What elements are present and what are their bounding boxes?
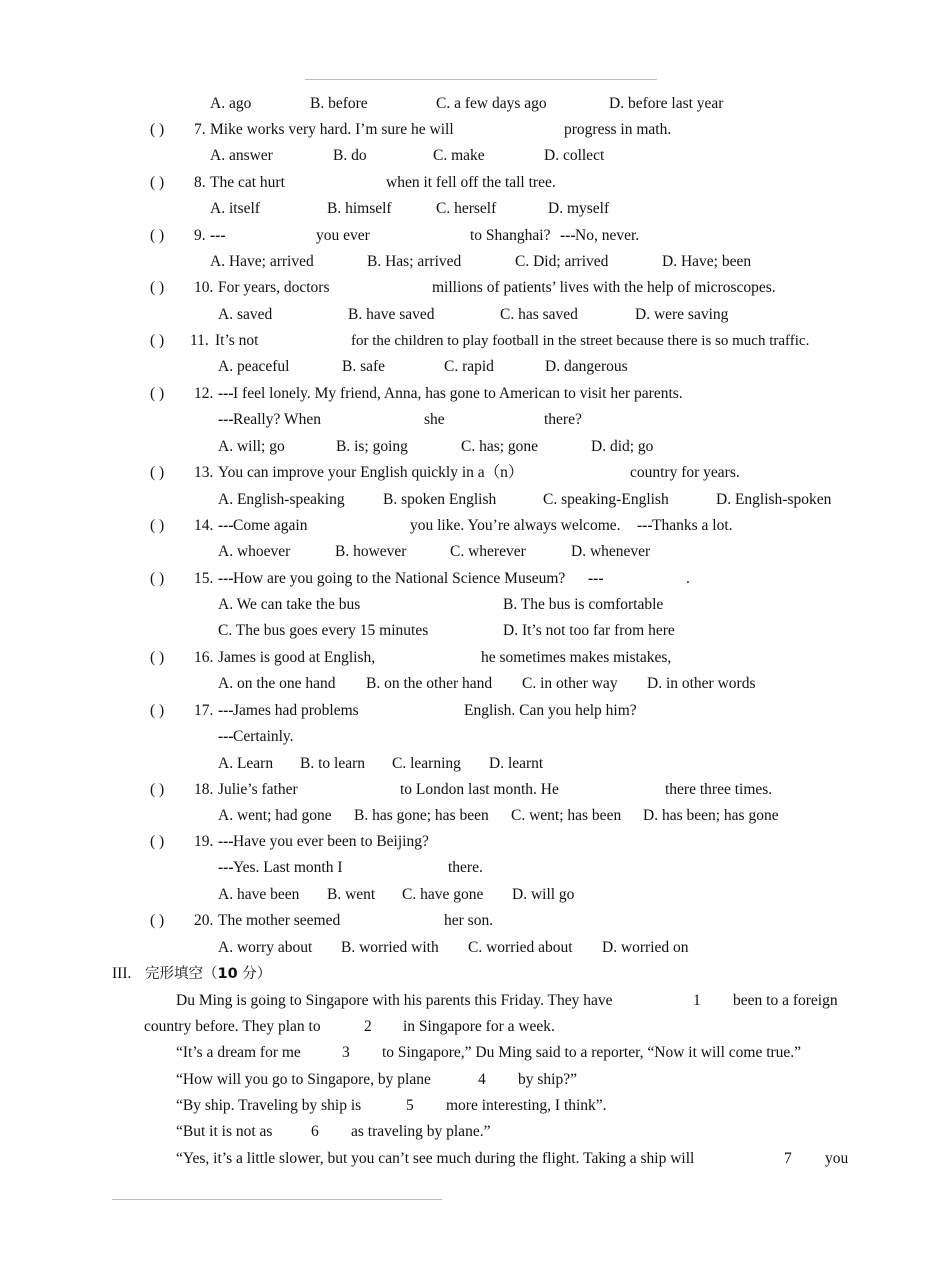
dialogue-dash: --- <box>588 570 604 587</box>
question-text: her son. <box>444 912 494 929</box>
section-title <box>145 964 271 984</box>
option-d: D. in other words <box>647 675 756 692</box>
option-c: C. has; gone <box>461 438 539 455</box>
question-text: It’s not <box>215 332 259 349</box>
section-number: III. <box>112 965 132 982</box>
option-b: B. safe <box>342 358 386 375</box>
question-text: No, never. <box>575 227 640 244</box>
cloze-text: country before. They plan to <box>144 1018 321 1035</box>
cloze-text: “It’s a dream for me <box>176 1044 301 1061</box>
dialogue-dash: --- <box>210 227 226 244</box>
question-number: 18. <box>194 781 214 798</box>
answer-paren[interactable]: ( ) <box>150 464 165 481</box>
option-b: B. Has; arrived <box>367 253 462 270</box>
question-number: 11. <box>190 332 209 349</box>
option-d: D. English-spoken <box>716 491 832 508</box>
option-a: A. Learn <box>218 755 274 772</box>
question-text: How are you going to the National Science Museum? <box>233 570 566 587</box>
cloze-text: more interesting, I think”. <box>446 1097 607 1114</box>
question-text: The cat hurt <box>210 174 285 191</box>
question-number: 14. <box>194 517 214 534</box>
cloze-text: “But it is not as <box>176 1123 273 1140</box>
option-d: D. before last year <box>609 95 724 112</box>
option-c: C. worried about <box>468 939 573 956</box>
option-c: C. The bus goes every 15 minutes <box>218 622 429 639</box>
question-text: . <box>686 570 690 587</box>
question-text: Come again <box>233 517 308 534</box>
question-text: James is good at English, <box>218 649 376 666</box>
question-text: country for years. <box>630 464 740 481</box>
question-text: to Shanghai? <box>470 227 551 244</box>
dialogue-dash: --- <box>637 517 653 534</box>
question-text: English. Can you help him? <box>464 702 637 719</box>
cloze-blank-4: 4 <box>478 1071 486 1088</box>
cloze-text: been to a foreign <box>733 992 838 1009</box>
option-a: A. will; go <box>218 438 285 455</box>
header-rule <box>305 79 657 80</box>
question-text: there? <box>544 411 582 428</box>
dialogue-dash: --- <box>218 702 234 719</box>
option-c: C. Did; arrived <box>515 253 609 270</box>
answer-paren[interactable]: ( ) <box>150 702 165 719</box>
option-c: C. a few days ago <box>436 95 547 112</box>
footer-rule <box>112 1199 442 1200</box>
answer-paren[interactable]: ( ) <box>150 174 165 191</box>
question-number: 8. <box>194 174 206 191</box>
answer-paren[interactable]: ( ) <box>150 833 165 850</box>
dialogue-dash: --- <box>218 517 234 534</box>
question-number: 10. <box>194 279 214 296</box>
option-a: A. answer <box>210 147 273 164</box>
option-d: D. learnt <box>489 755 544 772</box>
cloze-blank-7: 7 <box>784 1150 792 1167</box>
dialogue-dash: --- <box>218 859 234 876</box>
question-text: he sometimes makes mistakes, <box>481 649 672 666</box>
option-b: B. before <box>310 95 368 112</box>
option-b: B. to learn <box>300 755 365 772</box>
question-text: when it fell off the tall tree. <box>386 174 556 191</box>
question-text: Certainly. <box>233 728 294 745</box>
option-b: B. went <box>327 886 376 903</box>
question-text: to London last month. He <box>400 781 559 798</box>
question-text: Have you ever been to Beijing? <box>233 833 429 850</box>
option-c: C. herself <box>436 200 497 217</box>
dialogue-dash: --- <box>218 728 234 745</box>
cloze-text: by ship?” <box>518 1071 577 1088</box>
cloze-text: you <box>825 1150 849 1167</box>
question-number: 20. <box>194 912 214 929</box>
option-b: B. The bus is comfortable <box>503 596 664 613</box>
question-text: progress in math. <box>564 121 672 138</box>
cloze-blank-1: 1 <box>693 992 701 1009</box>
answer-paren[interactable]: ( ) <box>150 649 165 666</box>
question-number: 16. <box>194 649 214 666</box>
option-b: B. have saved <box>348 306 435 323</box>
section-score: 10 <box>217 966 238 982</box>
dialogue-dash: --- <box>218 385 234 402</box>
cloze-blank-6: 6 <box>311 1123 319 1140</box>
answer-paren[interactable]: ( ) <box>150 121 165 138</box>
option-b: B. is; going <box>336 438 408 455</box>
option-c: C. has saved <box>500 306 578 323</box>
option-b: B. however <box>335 543 407 560</box>
cloze-text: “How will you go to Singapore, by plane <box>176 1071 431 1088</box>
option-b: B. spoken English <box>383 491 497 508</box>
question-text: millions of patients’ lives with the help of microscopes. <box>432 279 776 296</box>
option-a: A. We can take the bus <box>218 596 361 613</box>
question-text: there. <box>448 859 483 876</box>
option-a: A. saved <box>218 306 273 323</box>
option-a: A. whoever <box>218 543 291 560</box>
option-c: C. have gone <box>402 886 484 903</box>
answer-paren[interactable]: ( ) <box>150 279 165 296</box>
option-c: C. learning <box>392 755 461 772</box>
question-text: Really? When <box>233 411 321 428</box>
dialogue-dash: --- <box>560 227 576 244</box>
question-text: for the children to play football in the street because there is so much traffic. <box>351 333 810 349</box>
option-a: A. ago <box>210 95 252 112</box>
answer-paren[interactable]: ( ) <box>150 385 165 402</box>
answer-paren[interactable]: ( ) <box>150 570 165 587</box>
question-text: For years, doctors <box>218 279 330 296</box>
question-number: 17. <box>194 702 214 719</box>
cloze-text: as traveling by plane.” <box>351 1123 491 1140</box>
option-a: A. on the one hand <box>218 675 336 692</box>
dialogue-dash: --- <box>218 833 234 850</box>
question-text: You can improve your English quickly in a（n） <box>218 464 524 481</box>
question-text: James had problems <box>233 702 359 719</box>
answer-paren[interactable]: ( ) <box>150 332 165 349</box>
question-text: The mother seemed <box>218 912 341 929</box>
cloze-text: Du Ming is going to Singapore with his parents this Friday. They have <box>176 992 613 1009</box>
cloze-text: “Yes, it’s a little slower, but you can’t see much during the flight. Taking a ship will <box>176 1150 695 1167</box>
question-text: Mike works very hard. I’m sure he will <box>210 121 454 138</box>
cloze-blank-5: 5 <box>406 1097 414 1114</box>
question-text: you ever <box>316 227 370 244</box>
question-text: there three times. <box>665 781 773 798</box>
option-d: D. collect <box>544 147 605 164</box>
question-text: I feel lonely. My friend, Anna, has gone to American to visit her parents. <box>233 385 683 402</box>
answer-paren[interactable]: ( ) <box>150 781 165 798</box>
option-c: C. went; has been <box>511 807 622 824</box>
question-number: 15. <box>194 570 214 587</box>
option-d: D. did; go <box>591 438 654 455</box>
option-d: D. It’s not too far from here <box>503 622 675 639</box>
option-a: A. have been <box>218 886 300 903</box>
question-text: she <box>424 411 445 428</box>
option-a: A. English-speaking <box>218 491 345 508</box>
option-b: B. himself <box>327 200 392 217</box>
section-title-b: 分） <box>237 966 272 982</box>
option-d: D. Have; been <box>662 253 752 270</box>
option-a: A. went; had gone <box>218 807 332 824</box>
option-a: A. worry about <box>218 939 313 956</box>
option-a: A. itself <box>210 200 260 217</box>
dialogue-dash: --- <box>218 570 234 587</box>
cloze-text: “By ship. Traveling by ship is <box>176 1097 362 1114</box>
option-b: B. worried with <box>341 939 439 956</box>
cloze-blank-2: 2 <box>364 1018 372 1035</box>
question-number: 9. <box>194 227 206 244</box>
option-d: D. dangerous <box>545 358 628 375</box>
option-c: C. rapid <box>444 358 494 375</box>
option-c: C. wherever <box>450 543 526 560</box>
option-a: A. peaceful <box>218 358 290 375</box>
question-number: 12. <box>194 385 214 402</box>
answer-paren[interactable]: ( ) <box>150 227 165 244</box>
option-b: B. do <box>333 147 367 164</box>
option-c: C. speaking-English <box>543 491 669 508</box>
option-c: C. in other way <box>522 675 618 692</box>
question-text: you like. You’re always welcome. <box>410 517 621 534</box>
section-title-a: 完形填空（ <box>145 966 218 982</box>
answer-paren[interactable]: ( ) <box>150 912 165 929</box>
cloze-text: to Singapore,” Du Ming said to a reporter, “Now it will come true.” <box>382 1044 802 1061</box>
option-a: A. Have; arrived <box>210 253 314 270</box>
cloze-blank-3: 3 <box>342 1044 350 1061</box>
question-number: 13. <box>194 464 214 481</box>
question-text: Thanks a lot. <box>652 517 733 534</box>
dialogue-dash: --- <box>218 411 234 428</box>
option-d: D. myself <box>548 200 610 217</box>
option-d: D. worried on <box>602 939 689 956</box>
question-text: Julie’s father <box>218 781 298 798</box>
cloze-text: in Singapore for a week. <box>403 1018 555 1035</box>
option-d: D. whenever <box>571 543 651 560</box>
option-c: C. make <box>433 147 485 164</box>
question-number: 19. <box>194 833 214 850</box>
option-b: B. has gone; has been <box>354 807 489 824</box>
option-d: D. will go <box>512 886 575 903</box>
answer-paren[interactable]: ( ) <box>150 517 165 534</box>
option-d: D. were saving <box>635 306 729 323</box>
question-number: 7. <box>194 121 206 138</box>
option-d: D. has been; has gone <box>643 807 779 824</box>
option-b: B. on the other hand <box>366 675 493 692</box>
question-text: Yes. Last month I <box>233 859 343 876</box>
